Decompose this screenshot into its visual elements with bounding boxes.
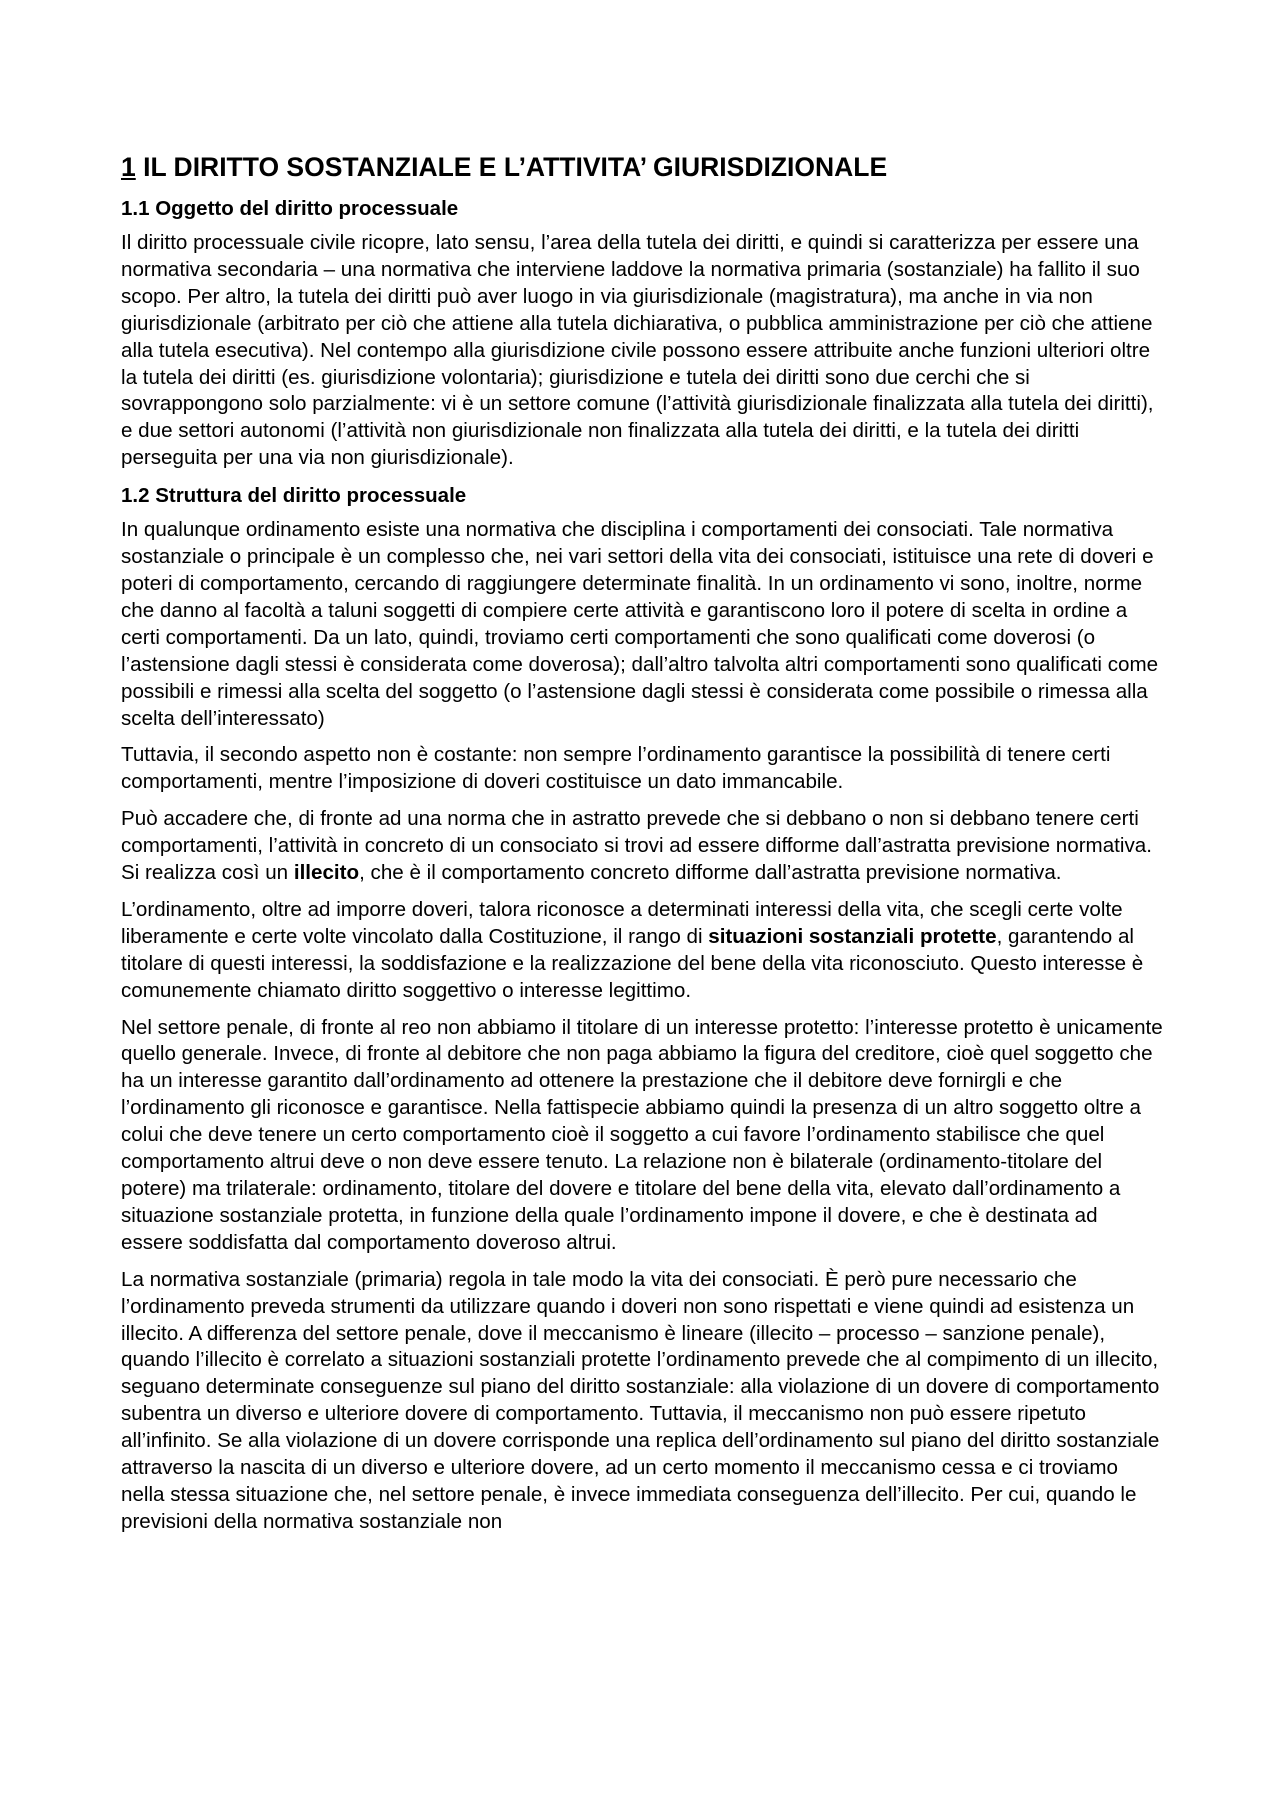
term-situazioni-sostanziali-protette: situazioni sostanziali protette [708,924,997,948]
paragraph: Il diritto processuale civile ricopre, lato sensu, l’area della tutela dei diritti, e quindi si caratterizza per essere una normativa secondaria – una normativa che interviene laddove la normativa primaria (sostanziale) ha fallito il suo scopo. Per altro, la tutela dei diritti può aver luogo in via giurisdizionale (magistratura), ma anche in via non giurisdizionale (arbitrato per ciò che attiene alla tutela dichiarativa, o pubblica amministrazione per ciò che attiene alla tutela esecutiva). Nel contempo alla giurisdizione civile possono essere attribuite anche funzioni ulteriori oltre la tutela dei diritti (es. giurisdizione volontaria); giurisdizione e tutela dei diritti sono due cerchi che si sovrappongono solo parzialmente: vi è un settore comune (l’attività giurisdizionale finalizzata alla tutela dei diritti), e due settori autonomi (l’attività non giurisdizionale non finalizzata alla tutela dei diritti, e la tutela dei diritti perseguita per una via non giurisdizionale). [121,231,1154,470]
paragraph-text: , che è il comportamento concreto difforme dall’astratta previsione normativa. [359,861,1062,885]
paragraph: In qualunque ordinamento esiste una normativa che disciplina i comportamenti dei consociati. Tale normativa sostanziale o principale è un complesso che, nei vari settori della vita dei consociati, istituisce una rete di doveri e poteri di comportamento, cercando di raggiungere determinate finalità. In un ordinamento vi sono, inoltre, norme che danno al facoltà a taluni soggetti di compiere certe attività e garantiscono loro il potere di scelta in ordine a certi comportamenti. Da un lato, quindi, troviamo certi comportamenti che sono qualificati come doverosi (o l’astensione dagli stessi è considerata come doverosa); dall’altro talvolta altri comportamenti sono qualificati come possibili e rimessi alla scelta del soggetto (o l’astensione dagli stessi è considerata come possibile o rimessa alla scelta dell’interessato) [121,518,1159,730]
chapter-title [121,150,1165,184]
paragraph: Nel settore penale, di fronte al reo non abbiamo il titolare di un interesse protetto: l’interesse protetto è unicamente quello generale. Invece, di fronte al debitore che non paga abbiamo la figura del creditore, cioè quel soggetto che ha un interesse garantito dall’ordinamento ad ottenere la prestazione che il debitore deve fornirgli e che l’ordinamento gli riconosce e garantisce. Nella fattispecie abbiamo quindi la presenza di un altro soggetto oltre a colui che deve tenere un certo comportamento cioè il soggetto a cui favore l’ordinamento stabilisce che quel comportamento altrui deve o non deve essere tenuto. La relazione non è bilaterale (ordinamento-titolare del potere) ma trilaterale: ordinamento, titolare del dovere e titolare del bene della vita, elevato dall’ordinamento a situazione sostanziale protetta, in funzione della quale l’ordinamento impone il dovere, e che è destinata ad essere soddisfatta dal comportamento doveroso altrui. [121,1015,1163,1254]
chapter-number: 1 [121,152,136,182]
chapter-title-text: IL DIRITTO SOSTANZIALE E L’ATTIVITA’ GIURISDIZIONALE [143,152,888,182]
paragraph [121,806,1165,887]
section-heading-1-1: 1.1 Oggetto del diritto processuale [121,197,459,220]
paragraph-text: L’ordinamento, oltre ad imporre doveri, talora riconosce a determinati interessi della vita, che scegli certe volte liberamente e certe volte vincolato dalla Costituzione, il rango di [121,897,1123,948]
paragraph [121,897,1165,1005]
paragraph-text: Può accadere che, di fronte ad una norma che in astratto prevede che si debbano o non si debbano tenere certi comportamenti, l’attività in concreto di un consociato si trovi ad essere difforme dall’astratta previsione normativa. Si realizza così un [121,807,1152,885]
paragraph-text: , garantendo al titolare di questi interessi, la soddisfazione e la realizzazione del bene della vita riconosciuto. Questo interesse è comunemente chiamato diritto soggettivo o interesse legittimo. [121,924,1144,1002]
section-heading-1-2: 1.2 Struttura del diritto processuale [121,484,467,508]
paragraph: La normativa sostanziale (primaria) regola in tale modo la vita dei consociati. È però pure necessario che l’ordinamento preveda strumenti da utilizzare quando i doveri non sono rispettati e viene quindi ad esistenza un illecito. A differenza del settore penale, dove il meccanismo è lineare (illecito – processo – sanzione penale), quando l’illecito è correlato a situazioni sostanziali protette l’ordinamento prevede che al compimento di un illecito, seguano determinate conseguenze sul piano del diritto sostanziale: alla violazione di un dovere di comportamento subentra un diverso e ulteriore dovere di comportamento. Tuttavia, il meccanismo non può essere ripetuto all’infinito. Se alla violazione di un dovere corrisponde una replica dell’ordinamento sul piano del diritto sostanziale attraverso la nascita di un diverso e ulteriore dovere, ad un certo momento il meccanismo cessa e ci troviamo nella stessa situazione che, nel settore penale, è invece immediata conseguenza dell’illecito. Per cui, quando le previsioni della normativa sostanziale non [121,1267,1160,1533]
paragraph: Tuttavia, il secondo aspetto non è costante: non sempre l’ordinamento garantisce la possibilità di tenere certi comportamenti, mentre l’imposizione di doveri costituisce un dato immancabile. [121,743,1111,794]
term-illecito: illecito [293,861,360,885]
